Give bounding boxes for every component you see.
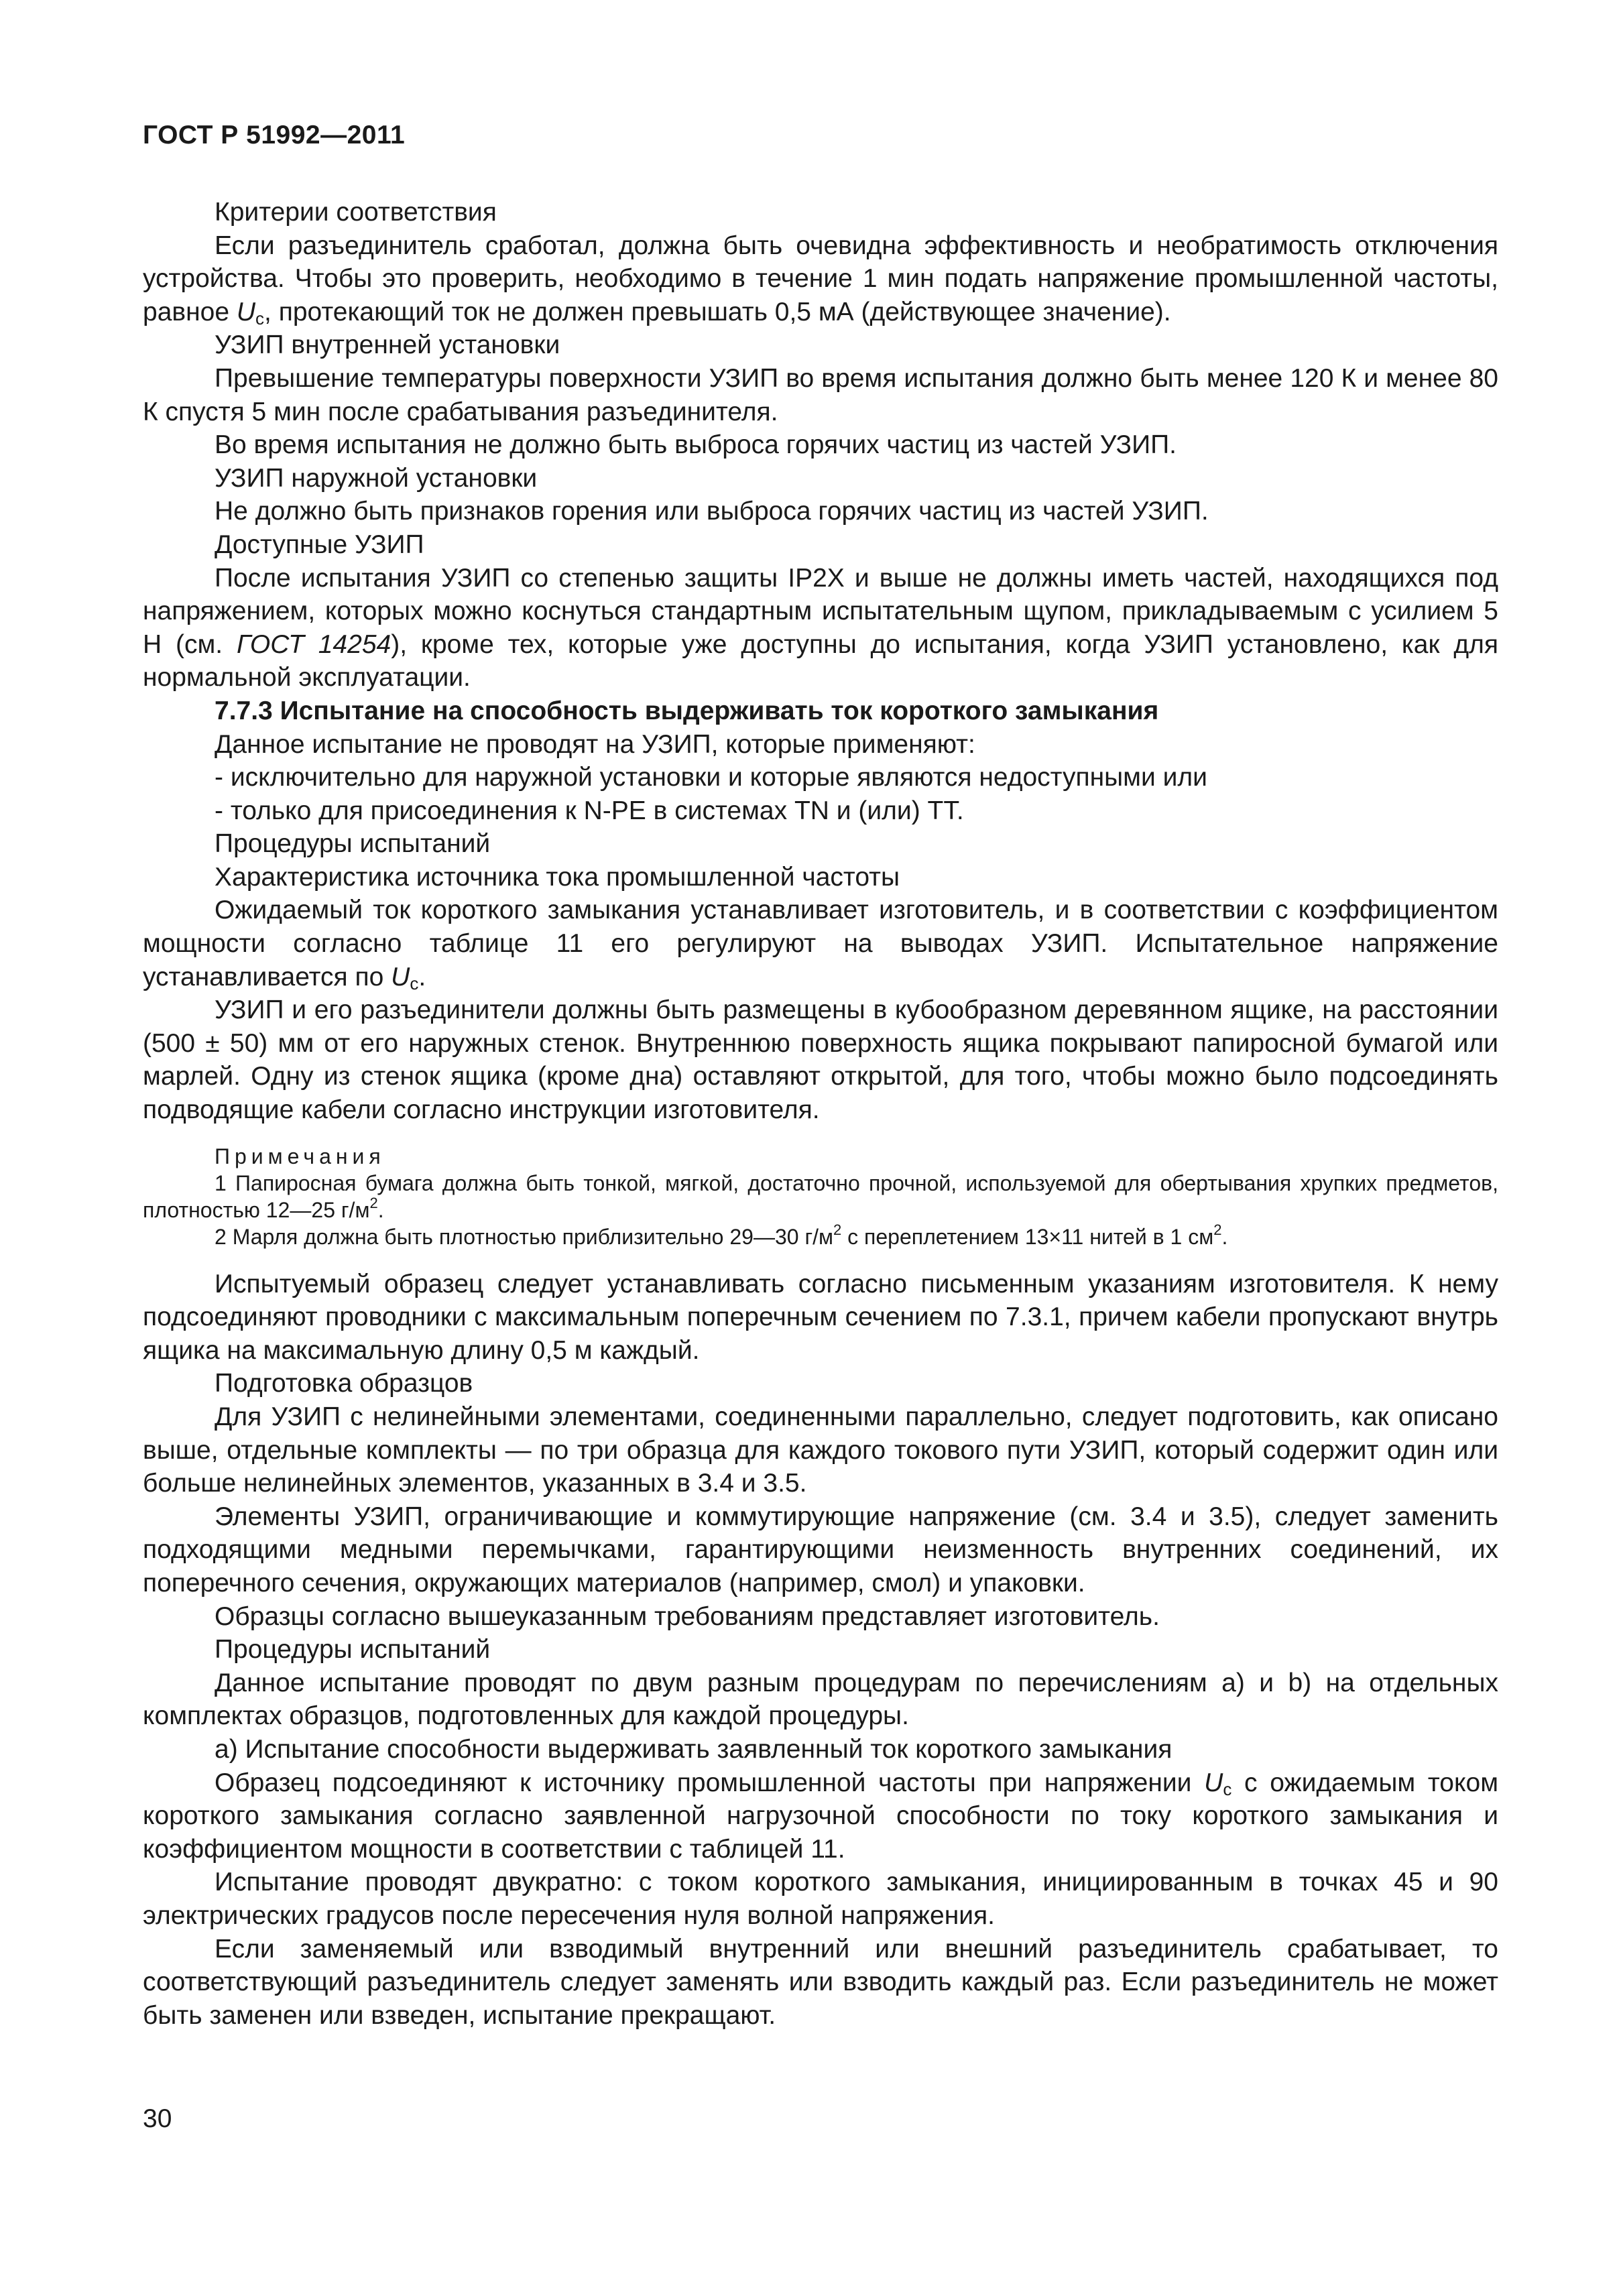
paragraph: УЗИП и его разъединители должны быть размещены в кубообразном деревянном ящике, на расстоянии (500 ± 50) мм от его наружных стенок. Внутреннюю поверхность ящика покрывают папиросной бумагой или марлей. Одну из стенок ящика (кроме дна) оставляют открытой, для того, чтобы можно было подсоединять подводящие кабели согласно инструкции изготовителя. — [143, 995, 1498, 1125]
paragraph: Если заменяемый или взводимый внутренний или внешний разъединитель срабатывает, то соответствующий разъединитель следует заменять или взводить каждый раз. Если разъединитель не может быть заменен или взведен, испытание прекращают. — [143, 1934, 1498, 2030]
list-item: - исключительно для наружной установки и которые являются недоступными или — [215, 763, 1207, 792]
paragraph: Для УЗИП с нелинейными элементами, соединенными параллельно, следует подготовить, как описано выше, отдельные комплекты — по три образца для каждого токового пути УЗИП, который содержит один или больше нелинейных элементов, указанных в 3.4 и 3.5. — [143, 1402, 1498, 1498]
paragraph: Процедуры испытаний — [215, 829, 491, 859]
paragraph: Данное испытание не проводят на УЗИП, которые применяют: — [215, 729, 975, 759]
paragraph: Процедуры испытаний — [215, 1635, 491, 1665]
note-item: 2 Марля должна быть плотностью приблизительно 29—30 $г/м^2$ с переплетением 13×11 нитей в 1 $см^2$. — [215, 1221, 1228, 1249]
paragraph: а) Испытание способности выдерживать заявленный ток короткого замыкания — [215, 1734, 1173, 1764]
paragraph: Образец подсоединяют к источнику промышленной частоты при напряжении $U_c$ с ожидаемым током короткого замыкания согласно заявленной нагрузочной способности по току короткого замыкания и коэффициентом мощности в соответствии с таблицей 11. — [143, 1768, 1499, 1864]
notes-block — [143, 1143, 1498, 1250]
paragraph: После испытания УЗИП со степенью защиты IP2X и выше не должны иметь частей, находящихся под напряжением, которых можно коснуться стандартным испытательным щупом, прикладываемым с усилием 5 Н (см. ГОСТ 14254), кроме тех, которые уже доступны до испытания, когда УЗИП установлено, как для нормальной эксплуатации. — [143, 563, 1498, 692]
paragraph: Критерии соответствия — [215, 198, 497, 227]
paragraph: Не должно быть признаков горения или выброса горячих частиц из частей УЗИП. — [215, 497, 1209, 526]
paragraph: УЗИП внутренней установки — [215, 330, 560, 360]
paragraph: Подготовка образцов — [215, 1369, 473, 1398]
document-body — [143, 196, 1498, 2032]
paragraph: Превышение температуры поверхности УЗИП во время испытания должно быть менее 120 К и менее 80 К спустя 5 мин после срабатывания разъединителя. — [143, 363, 1498, 426]
paragraph: Испытуемый образец следует устанавливать согласно письменным указаниям изготовителя. К нему подсоединяют проводники с максимальным поперечным сечением по 7.3.1, причем кабели пропускают внутрь ящика на максимальную длину 0,5 м каждый. — [143, 1269, 1498, 1365]
note-item: 1 Папиросная бумага должна быть тонкой, мягкой, достаточно прочной, используемой для обертывания хрупких предметов, плотностью 12—25 $г/м^2$. — [143, 1170, 1498, 1222]
paragraph: Элементы УЗИП, ограничивающие и коммутирующие напряжение (см. 3.4 и 3.5), следует заменить подходящими медными перемычками, гарантирующими неизменность внутренних соединений, их поперечного сечения, окружающих материалов (например, смол) и упаковки. — [143, 1502, 1498, 1597]
paragraph: Доступные УЗИП — [215, 530, 424, 559]
paragraph: Данное испытание проводят по двум разным процедурам по перечислениям a) и b) на отдельных комплектах образцов, подготовленных для каждой процедуры. — [143, 1668, 1498, 1731]
paragraph: Характеристика источника тока промышленной частоты — [215, 862, 900, 892]
paragraph: Во время испытания не должно быть выброса горячих частиц из частей УЗИП. — [215, 430, 1177, 460]
notes-title: Примечания — [215, 1144, 385, 1168]
list-item: - только для присоединения к N-PE в системах TN и (или) TT. — [215, 796, 964, 825]
paragraph: Ожидаемый ток короткого замыкания устанавливает изготовитель, и в соответствии с коэффициентом мощности согласно таблице 11 его регулируют на выводах УЗИП. Испытательное напряжение устанавливается по $U_c$. — [143, 896, 1498, 993]
paragraph: Образцы согласно вышеуказанным требованиям представляет изготовитель. — [215, 1602, 1160, 1631]
document-header: ГОСТ Р 51992—2011 — [143, 121, 406, 149]
page-number: 30 — [143, 2104, 172, 2133]
section-heading: 7.7.3 Испытание на способность выдерживать ток короткого замыкания — [215, 696, 1159, 725]
paragraph: Если разъединитель сработал, должна быть очевидна эффективность и необратимость отключения устройства. Чтобы это проверить, необходимо в течение 1 мин подать напряжение промышленной частоты, равное $U_c$, протекающий ток не должен превышать 0,5 мА (действующее значение). — [143, 231, 1498, 328]
paragraph: УЗИП наружной установки — [215, 463, 538, 493]
paragraph: Испытание проводят двукратно: с током короткого замыкания, инициированным в точках 45 и 90 электрических градусов после пересечения нуля волной напряжения. — [143, 1868, 1498, 1930]
